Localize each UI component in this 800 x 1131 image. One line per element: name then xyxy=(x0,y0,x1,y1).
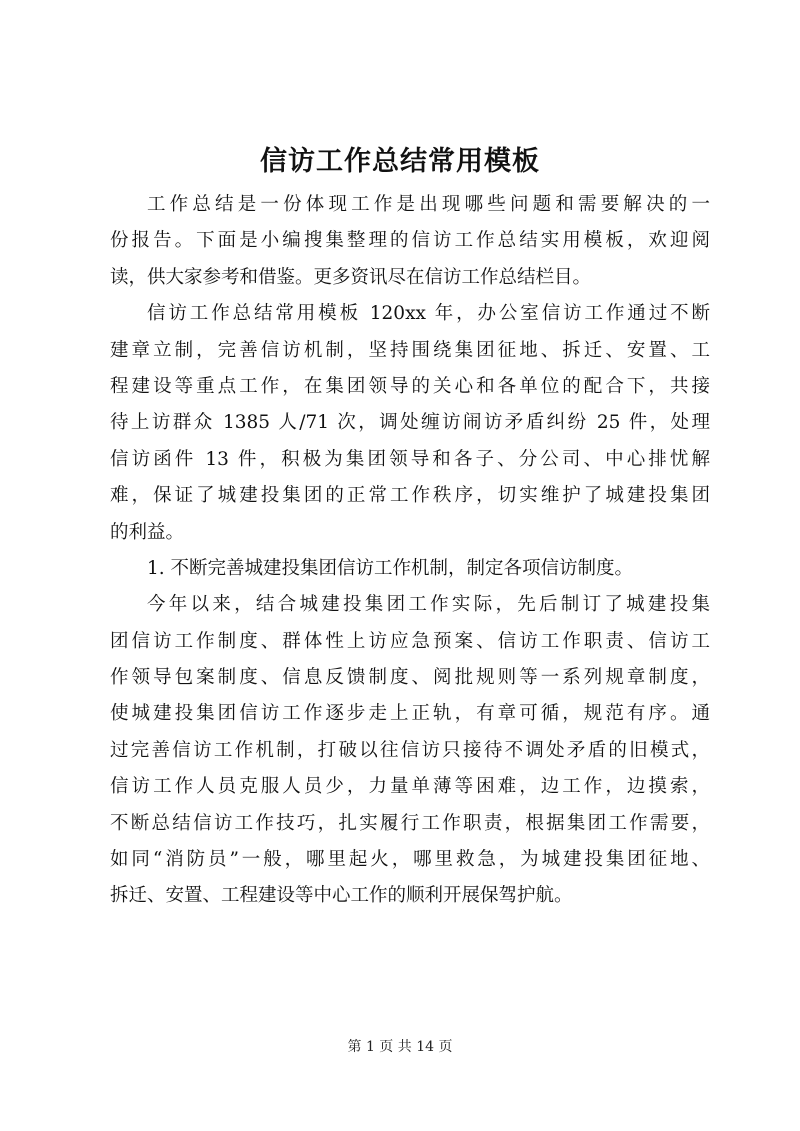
paragraph-line: 工作总结是一份体现工作是出现哪些问题和需要解决的一 xyxy=(147,194,710,215)
paragraph-line: 使城建投集团信访工作逐步走上正轨，有章可循，规范有序。通 xyxy=(110,703,710,725)
paragraph-line: 作领导包案制度、信息反馈制度、阅批规则等一系列规章制度， xyxy=(110,667,710,689)
paragraph-line: 拆迁、安置、工程建设等中心工作的顺利开展保驾护航。 xyxy=(110,885,573,907)
paragraph-line: 信访函件 13 件，积极为集团领导和各子、分公司、中心排忧解 xyxy=(110,448,710,470)
paragraph-intro xyxy=(110,187,710,296)
paragraph-line: 难，保证了城建投集团的正常工作秩序，切实维护了城建投集团 xyxy=(110,485,710,507)
paragraph-line: 信访工作总结常用模板 120xx 年，办公室信访工作通过不断 xyxy=(147,303,710,325)
document-title: 信访工作总结常用模板 xyxy=(260,146,540,177)
paragraph-line: 读，供大家参考和借鉴。更多资讯尽在信访工作总结栏目。 xyxy=(110,266,592,288)
paragraph-line: 建章立制，完善信访机制，坚持围绕集团征地、拆迁、安置、工 xyxy=(110,339,710,361)
paragraph-summary xyxy=(110,296,710,551)
paragraph-section-1 xyxy=(110,587,710,915)
document-body xyxy=(110,187,710,915)
section-heading-line: 1. 不断完善城建投集团信访工作机制，制定各项信访制度。 xyxy=(147,557,634,579)
paragraph-line: 待上访群众 1385 人/71 次，调处缠访闹访矛盾纠纷 25 件，处理 xyxy=(110,412,710,434)
paragraph-line: 今年以来，结合城建投集团工作实际，先后制订了城建投集 xyxy=(147,594,710,616)
paragraph-line: 如同“消防员”一般，哪里起火，哪里救急，为城建投集团征地、 xyxy=(110,849,710,871)
paragraph-line: 程建设等重点工作，在集团领导的关心和各单位的配合下，共接 xyxy=(110,375,710,397)
page-number: 第 1 页 共 14 页 xyxy=(347,1039,453,1055)
paragraph-line: 不断总结信访工作技巧，扎实履行工作职责，根据集团工作需要， xyxy=(110,812,710,834)
paragraph-line: 的利益。 xyxy=(110,521,185,543)
paragraph-line: 团信访工作制度、群体性上访应急预案、信访工作职责、信访工 xyxy=(110,630,710,652)
paragraph-line: 过完善信访工作机制，打破以往信访只接待不调处矛盾的旧模式， xyxy=(110,739,710,761)
paragraph-line: 信访工作人员克服人员少，力量单薄等困难，边工作，边摸索， xyxy=(110,776,710,798)
section-heading-1 xyxy=(110,551,710,587)
paragraph-line: 份报告。下面是小编搜集整理的信访工作总结实用模板，欢迎阅 xyxy=(110,230,710,252)
